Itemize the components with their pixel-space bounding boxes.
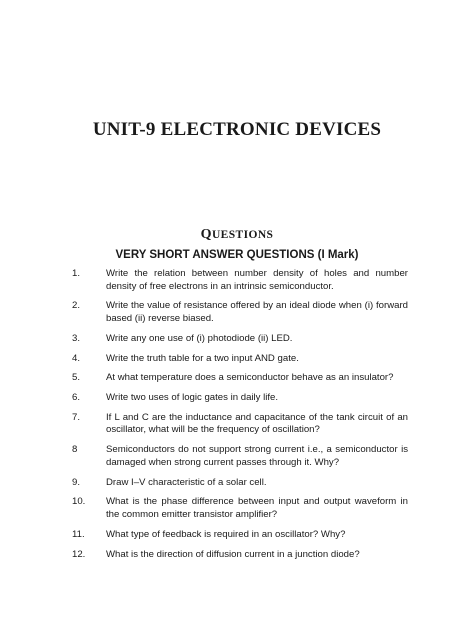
question-text: Draw I–V characteristic of a solar cell. xyxy=(106,476,267,488)
question-number: 10. xyxy=(72,496,86,508)
question-number: 12. xyxy=(72,548,86,560)
question-number: 7. xyxy=(72,411,81,423)
question-item xyxy=(72,392,408,405)
question-item xyxy=(72,496,408,521)
question-item xyxy=(72,353,408,366)
question-item xyxy=(72,477,408,490)
question-item xyxy=(72,529,408,542)
question-number: 4. xyxy=(72,352,81,364)
question-number: 11. xyxy=(72,528,85,540)
question-number: 3. xyxy=(72,332,81,344)
question-item xyxy=(72,549,408,562)
question-text: What type of feedback is required in an oscillator? Why? xyxy=(106,528,346,540)
question-text: Write the truth table for a two input AND gate. xyxy=(106,352,299,364)
question-item xyxy=(72,444,408,469)
section-title-initial: Q xyxy=(200,227,212,242)
question-text: Write any one use of (i) photodiode (ii) LED. xyxy=(106,332,293,344)
question-item xyxy=(72,372,408,385)
question-number: 5. xyxy=(72,372,81,384)
question-item xyxy=(72,268,408,293)
question-text: Write the value of resistance offered by an ideal diode when (i) forward based (ii) reverse biased. xyxy=(106,300,408,324)
question-text: Write two uses of logic gates in daily life. xyxy=(106,392,279,404)
section-title xyxy=(0,227,474,243)
question-number: 1. xyxy=(72,268,81,279)
unit-title: UNIT-9 ELECTRONIC DEVICES xyxy=(92,119,382,140)
question-number: 6. xyxy=(72,392,81,404)
question-text: What is the direction of diffusion current in a junction diode? xyxy=(106,548,360,560)
question-text: What is the phase difference between input and output waveform in the common emitter transistor amplifier? xyxy=(106,496,408,520)
section-title-rest: UESTIONS xyxy=(211,229,274,241)
sub-title: VERY SHORT ANSWER QUESTIONS (I Mark) xyxy=(115,249,359,261)
question-text: Write the relation between number density of holes and number density of free electrons in an intrinsic semiconductor. xyxy=(106,268,408,292)
question-number: 9. xyxy=(72,476,81,488)
question-item xyxy=(72,333,408,346)
question-text: Semiconductors do not support strong current i.e., a semiconductor is damaged when strong current passes through it. Why? xyxy=(106,444,408,468)
question-number: 2. xyxy=(72,300,81,312)
question-number: 8 xyxy=(72,444,78,456)
question-list xyxy=(72,268,408,568)
question-text: If L and C are the inductance and capacitance of the tank circuit of an oscillator, what will be the frequency of oscillation? xyxy=(106,411,408,436)
question-item xyxy=(72,412,408,437)
question-item xyxy=(72,300,408,325)
question-text: At what temperature does a semiconductor behave as an insulator? xyxy=(106,372,394,384)
